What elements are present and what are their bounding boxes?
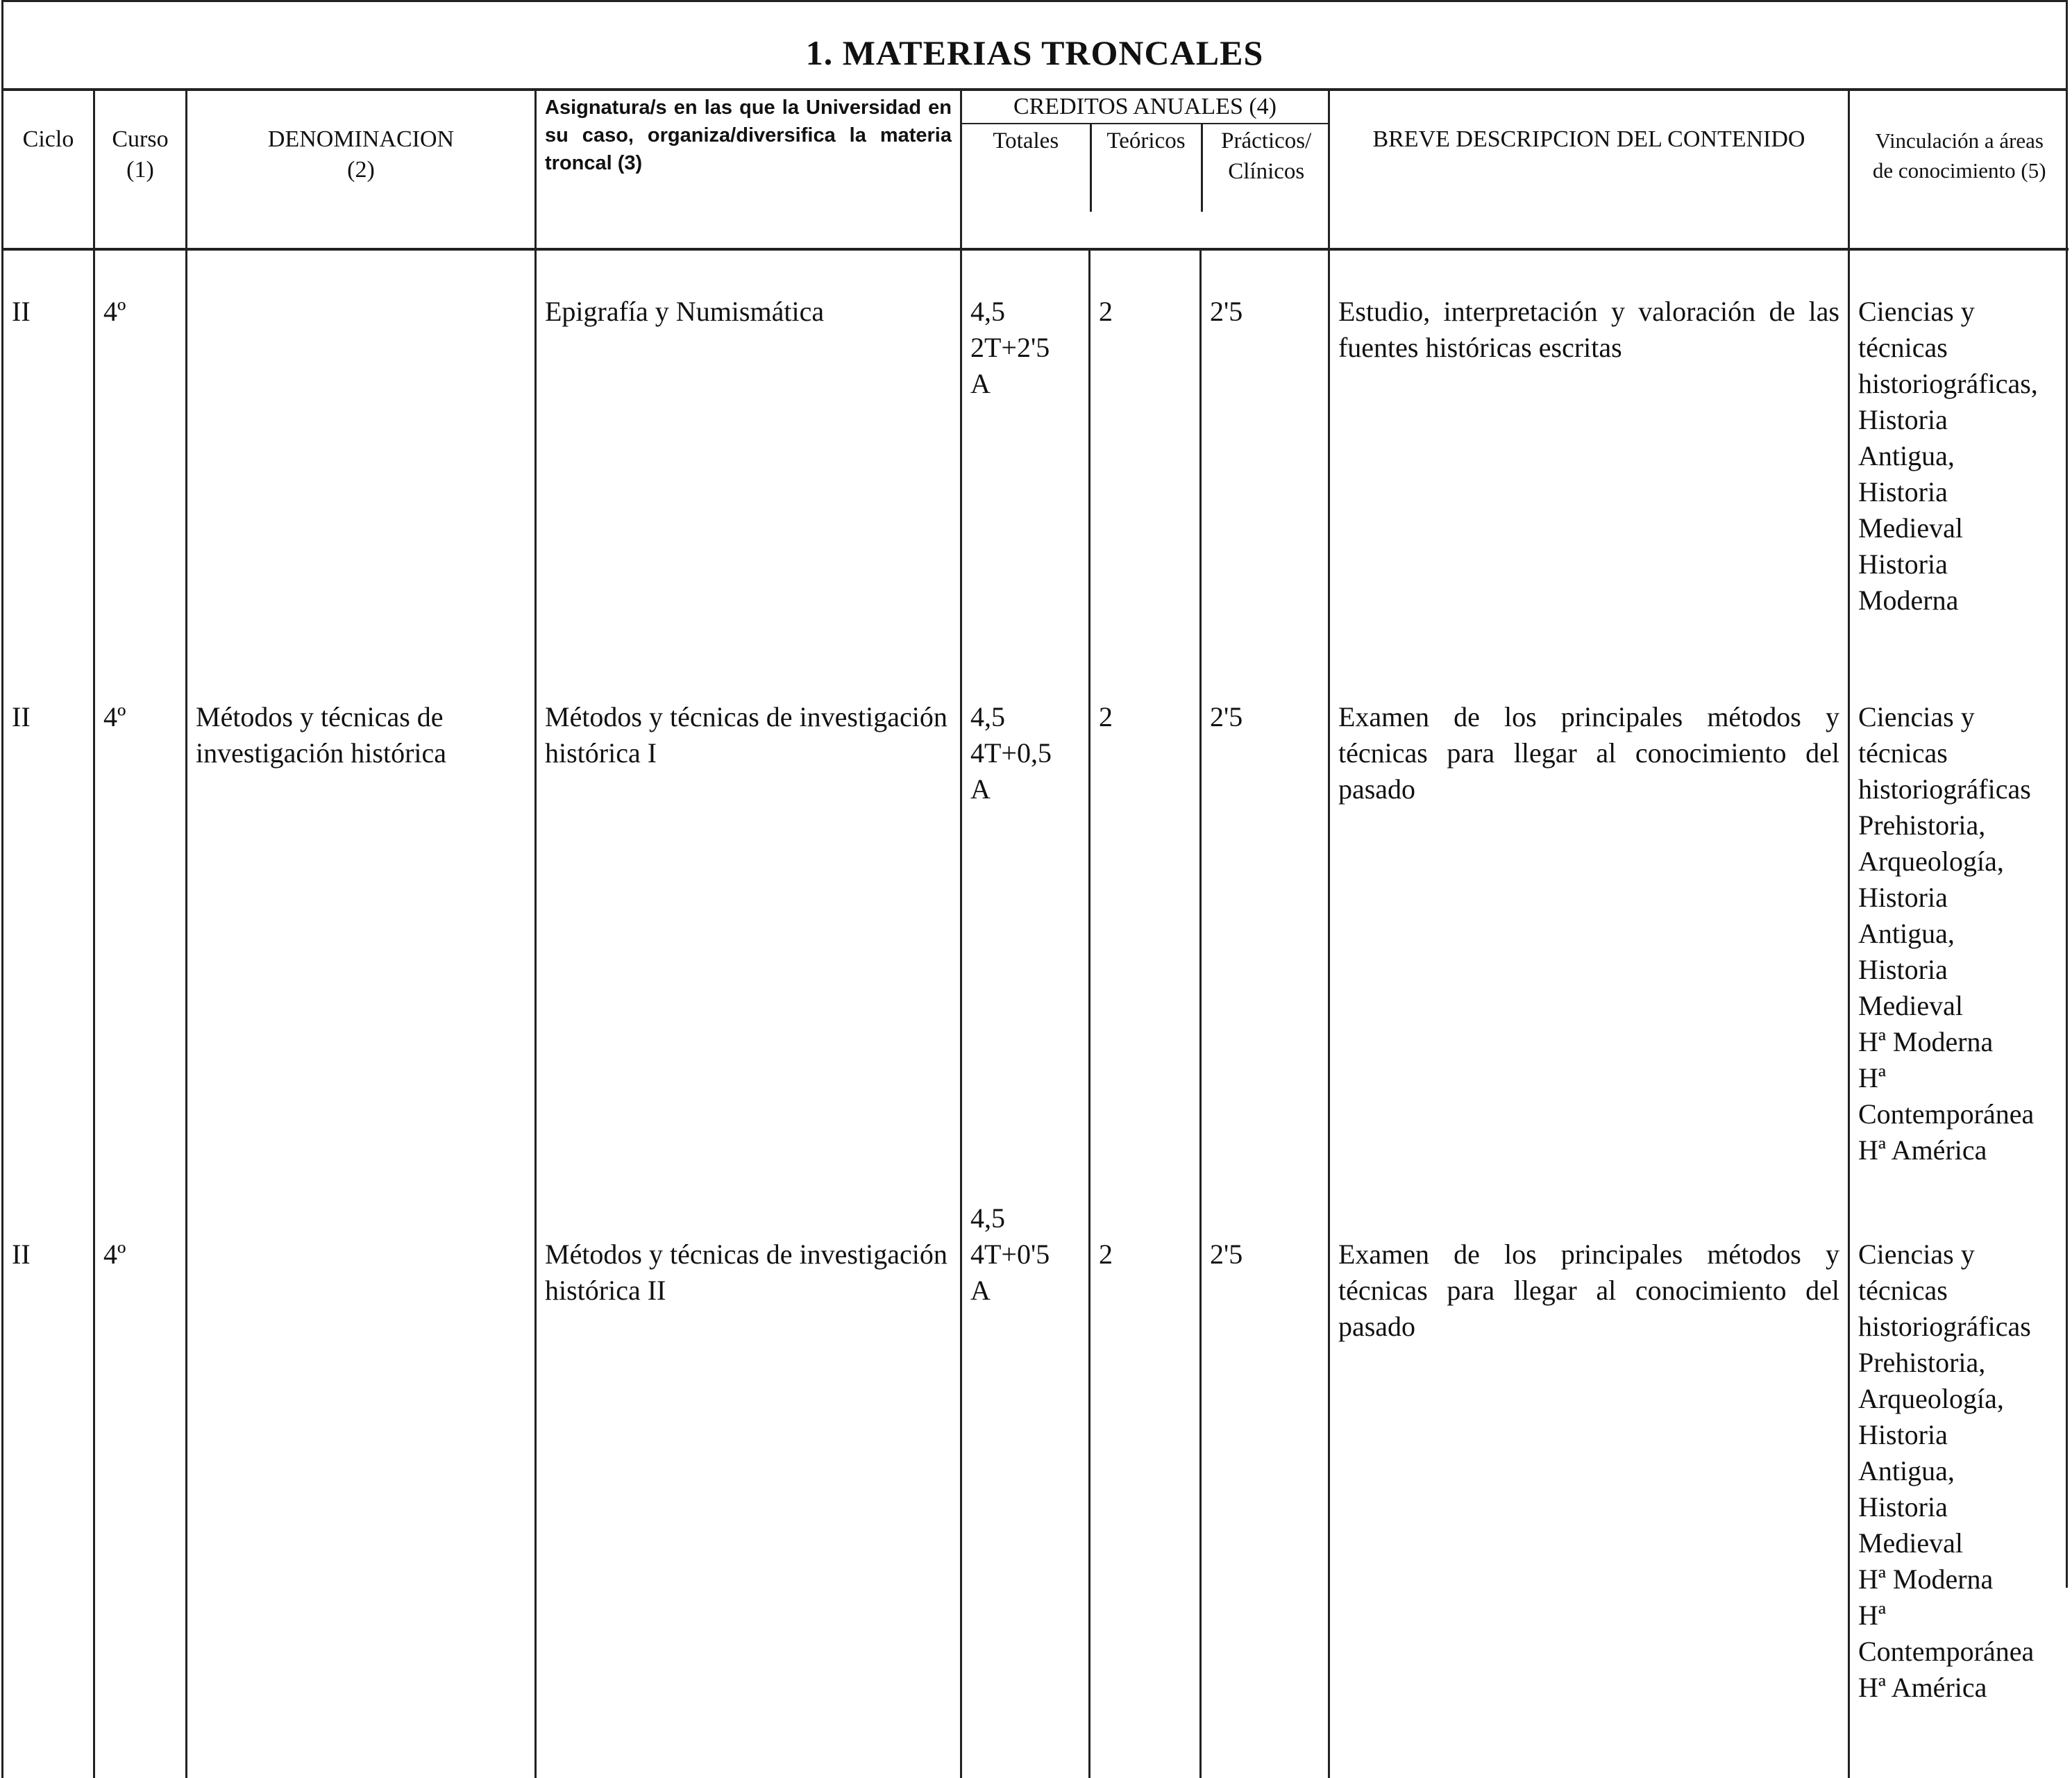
totales-line: A [970, 1275, 991, 1306]
totales-cell [961, 656, 1090, 1193]
ciclo-value: II [12, 1239, 31, 1270]
vinculacion-line: historiográficas [1858, 773, 2031, 805]
denominacion-cell [187, 249, 536, 656]
vinculacion-line: Medieval [1858, 990, 1964, 1021]
vinculacion-line: Historia [1858, 882, 1948, 913]
ciclo-cell: II [3, 656, 94, 1193]
vinculacion-line: Contemporánea [1858, 1636, 2035, 1667]
vinculacion-line: Hª Moderna [1858, 1026, 1994, 1057]
teoricos-cell: 2 [1090, 656, 1201, 1193]
vinculacion-line: Historia [1858, 1491, 1948, 1523]
vinculacion-line: Contemporánea [1858, 1098, 2035, 1130]
header-creditos-label: CREDITOS ANUALES (4) [962, 91, 1328, 124]
vinculacion-cell [1848, 1193, 2069, 1778]
denominacion-cell [187, 1193, 536, 1778]
vinculacion-line: técnicas [1858, 737, 1948, 769]
vinculacion-line: historiográficas [1858, 1311, 2031, 1342]
header-curso-note: (1) [126, 157, 154, 183]
header-totales [962, 124, 1090, 212]
header-ciclo-label: Ciclo [22, 126, 74, 152]
vinculacion-line: Antigua, [1858, 440, 1955, 471]
totales-line: 4,5 [970, 701, 1005, 732]
header-creditos [961, 91, 1329, 249]
header-denominacion-label: DENOMINACION [267, 126, 455, 152]
vinculacion-line: Moderna [1858, 585, 1959, 616]
vinculacion-line: Historia [1858, 548, 1948, 580]
totales-line: 4T+0,5 [970, 737, 1052, 769]
header-ciclo [3, 91, 94, 249]
descripcion-value: Examen de los principales métodos y técnicas para llegar al conocimiento del pasado [1338, 1239, 1839, 1342]
descripcion-cell: Examen de los principales métodos y técnicas para llegar al conocimiento del pasado [1329, 656, 1848, 1193]
vinculacion-cell [1848, 656, 2069, 1193]
vinculacion-line: Hª Moderna [1858, 1563, 1994, 1595]
vinculacion-line: técnicas [1858, 332, 1948, 363]
practicos-cell: 2'5 [1201, 249, 1329, 656]
vinculacion-line: Hª América [1858, 1672, 1987, 1703]
vinculacion-line: Prehistoria, [1858, 810, 1986, 841]
totales-line: 4,5 [970, 1202, 1005, 1234]
vinculacion-line: Arqueología, [1858, 1383, 2004, 1414]
vinculacion-line: historiográficas, [1858, 368, 2038, 399]
vinculacion-line: Antigua, [1858, 918, 1955, 949]
ciclo-cell: II [3, 249, 94, 656]
denominacion-cell: Métodos y técnicas de investigación histórica [187, 656, 536, 1193]
practicos-cell [1201, 1193, 1329, 1778]
header-curso [94, 91, 187, 249]
asignatura-value: Métodos y técnicas de investigación histórica II [545, 1239, 947, 1306]
totales-line: A [970, 368, 991, 399]
totales-cell [961, 1193, 1090, 1778]
section-title: 1. MATERIAS TRONCALES [805, 33, 1264, 72]
vinculacion-line: técnicas [1858, 1275, 1948, 1306]
curso-cell [94, 1193, 187, 1778]
asignatura-cell: Epigrafía y Numismática [536, 249, 961, 656]
teoricos-cell [1090, 1193, 1201, 1778]
vinculacion-line: Ciencias y [1858, 296, 1975, 327]
asignatura-cell [536, 1193, 961, 1778]
vinculacion-line: Historia [1858, 476, 1948, 508]
header-totales-label: Totales [993, 128, 1059, 153]
header-denominacion [187, 91, 536, 249]
vinculacion-cell [1848, 249, 2069, 656]
vinculacion-line: Hª [1858, 1062, 1886, 1093]
vinculacion-line: Prehistoria, [1858, 1347, 1986, 1378]
header-teoricos-label: Teóricos [1106, 128, 1186, 153]
denominacion-value [196, 1193, 526, 1236]
totales-line: 4T+0'5 [970, 1239, 1050, 1270]
vinculacion-line: Hª América [1858, 1134, 1987, 1166]
header-vinculacion [1848, 91, 2069, 249]
totales-line: A [970, 773, 991, 805]
section-title-box [1, 0, 2068, 91]
totales-line: 2T+2'5 [970, 332, 1050, 363]
header-row [3, 91, 2069, 249]
header-vinculacion-label: Vinculación a áreas de conocimiento (5) [1872, 128, 2046, 183]
vinculacion-line: Ciencias y [1858, 1239, 1975, 1270]
table-row [3, 249, 2069, 656]
header-curso-label: Curso [112, 126, 169, 152]
totales-line: 4,5 [970, 296, 1005, 327]
vinculacion-line: Medieval [1858, 512, 1964, 544]
vinculacion-line: Medieval [1858, 1527, 1964, 1559]
header-denominacion-note: (2) [347, 157, 375, 183]
header-teoricos [1090, 124, 1202, 212]
table-row [3, 656, 2069, 1193]
vinculacion-line: Hª [1858, 1600, 1886, 1631]
header-practicos-label: Prácticos/ [1221, 128, 1312, 153]
asignatura-cell: Métodos y técnicas de investigación histórica I [536, 656, 961, 1193]
curso-cell: 4º [94, 249, 187, 656]
materias-table [1, 91, 2069, 1778]
descripcion-cell [1329, 1193, 1848, 1778]
totales-cell [961, 249, 1090, 656]
vinculacion-line: Historia [1858, 954, 1948, 985]
vinculacion-line: Arqueología, [1858, 846, 2004, 877]
header-descripcion [1329, 91, 1848, 249]
header-clinicos-label: Clínicos [1228, 159, 1305, 184]
vinculacion-line: Ciencias y [1858, 701, 1975, 732]
vinculacion-line: Antigua, [1858, 1455, 1955, 1486]
vinculacion-line: Historia [1858, 404, 1948, 435]
teoricos-value: 2 [1099, 1239, 1113, 1270]
curso-cell: 4º [94, 656, 187, 1193]
header-asignatura [536, 91, 961, 249]
practicos-value: 2'5 [1210, 1239, 1243, 1270]
ciclo-cell [3, 1193, 94, 1778]
practicos-cell: 2'5 [1201, 656, 1329, 1193]
header-asignatura-label: Asignatura/s en las que la Universidad en su caso, organiza/diversifica la materia troncal (3) [545, 97, 952, 174]
vinculacion-line: Historia [1858, 1419, 1948, 1450]
descripcion-cell: Estudio, interpretación y valoración de las fuentes históricas escritas [1329, 249, 1848, 656]
header-practicos [1202, 124, 1330, 212]
teoricos-cell: 2 [1090, 249, 1201, 656]
header-descripcion-label: BREVE DESCRIPCION DEL CONTENIDO [1372, 126, 1805, 152]
curso-value: 4º [103, 1239, 126, 1270]
header-creditos-subtable [962, 124, 1330, 212]
table-row [3, 1193, 2069, 1778]
